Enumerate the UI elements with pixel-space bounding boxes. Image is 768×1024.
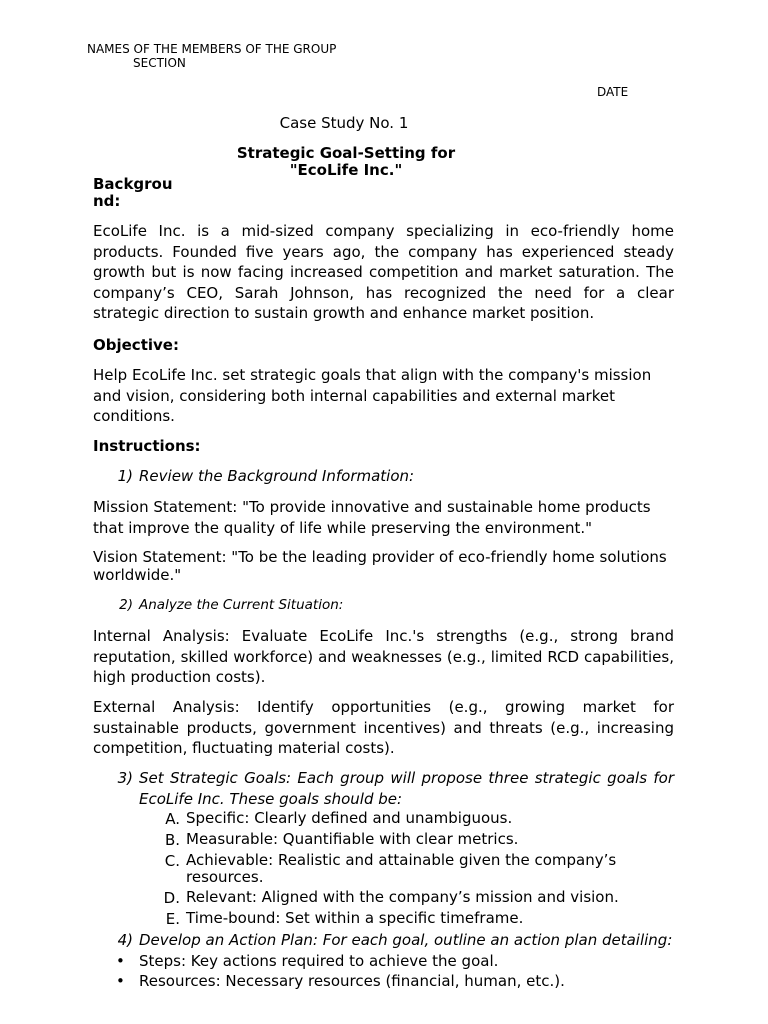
group-members-label: NAMES OF THE MEMBERS OF THE GROUP bbox=[87, 42, 337, 56]
bullet-resources: Resources: Necessary resources (financial, human, etc.). bbox=[139, 972, 565, 990]
external-analysis: External Analysis: Identify opportunities (e.g., growing market for sustainable products, government incentives) and threats (e.g., increasing competition, fluctuating material costs). bbox=[93, 698, 674, 757]
step-4-number: 4) bbox=[117, 931, 133, 949]
mission-statement: Mission Statement: "To provide innovative and sustainable home products that improve the quality of life while preserving the environment." bbox=[93, 498, 651, 537]
smart-item-relevant: Relevant: Aligned with the company’s mission and vision. bbox=[186, 888, 619, 906]
background-heading-line1: Backgrou bbox=[93, 175, 173, 193]
step-2-text: Analyze the Current Situation: bbox=[139, 597, 344, 613]
smart-item-measurable: Measurable: Quantifiable with clear metrics. bbox=[186, 830, 519, 848]
case-study-title: Case Study No. 1 bbox=[279, 114, 409, 132]
background-heading-line2: nd: bbox=[93, 192, 121, 210]
smart-item-letter: D. bbox=[163, 889, 180, 907]
smart-item-specific: Specific: Clearly defined and unambiguous. bbox=[186, 809, 513, 827]
main-title-line1: Strategic Goal-Setting for bbox=[236, 144, 456, 162]
instructions-heading: Instructions: bbox=[93, 437, 201, 455]
date-label: DATE bbox=[597, 85, 629, 99]
step-1-number: 1) bbox=[117, 467, 133, 485]
section-label: SECTION bbox=[133, 56, 186, 70]
internal-analysis: Internal Analysis: Evaluate EcoLife Inc.'s strengths (e.g., strong brand reputation, skilled workforce) and weaknesses (e.g., limited RCD capabilities, high production costs). bbox=[93, 627, 674, 686]
smart-item-letter: C. bbox=[164, 852, 180, 870]
bullet-icon: • bbox=[116, 952, 125, 970]
smart-item-letter: B. bbox=[164, 831, 180, 849]
step-3-text: Set Strategic Goals: Each group will propose three strategic goals for EcoLife Inc. These goals should be: bbox=[139, 769, 674, 808]
bullet-steps: Steps: Key actions required to achieve the goal. bbox=[139, 952, 499, 970]
step-3-number: 3) bbox=[117, 769, 133, 787]
step-4-text: Develop an Action Plan: For each goal, outline an action plan detailing: bbox=[139, 931, 673, 949]
objective-paragraph: Help EcoLife Inc. set strategic goals that align with the company's mission and vision, considering both internal capabilities and external market conditions. bbox=[93, 366, 652, 425]
smart-item-achievable: Achievable: Realistic and attainable given the company’s resources. bbox=[186, 851, 617, 886]
main-title-line2: "EcoLife Inc." bbox=[289, 161, 403, 179]
smart-item-time-bound: Time-bound: Set within a specific timeframe. bbox=[186, 909, 524, 927]
objective-heading: Objective: bbox=[93, 336, 179, 354]
step-1-text: Review the Background Information: bbox=[139, 467, 415, 485]
smart-item-letter: A. bbox=[165, 810, 180, 828]
vision-statement: Vision Statement: "To be the leading provider of eco-friendly home solutions worldwide." bbox=[93, 548, 667, 584]
step-2-number: 2) bbox=[119, 597, 133, 613]
bullet-icon: • bbox=[116, 972, 125, 990]
background-paragraph: EcoLife Inc. is a mid-sized company specializing in eco-friendly home products. Founded five years ago, the company has experienced steady growth but is now facing increased competition and market saturation. The company’s CEO, Sarah Johnson, has recognized the need for a clear strategic direction to sustain growth and enhance market position. bbox=[93, 222, 674, 322]
smart-item-letter: E. bbox=[165, 910, 180, 928]
